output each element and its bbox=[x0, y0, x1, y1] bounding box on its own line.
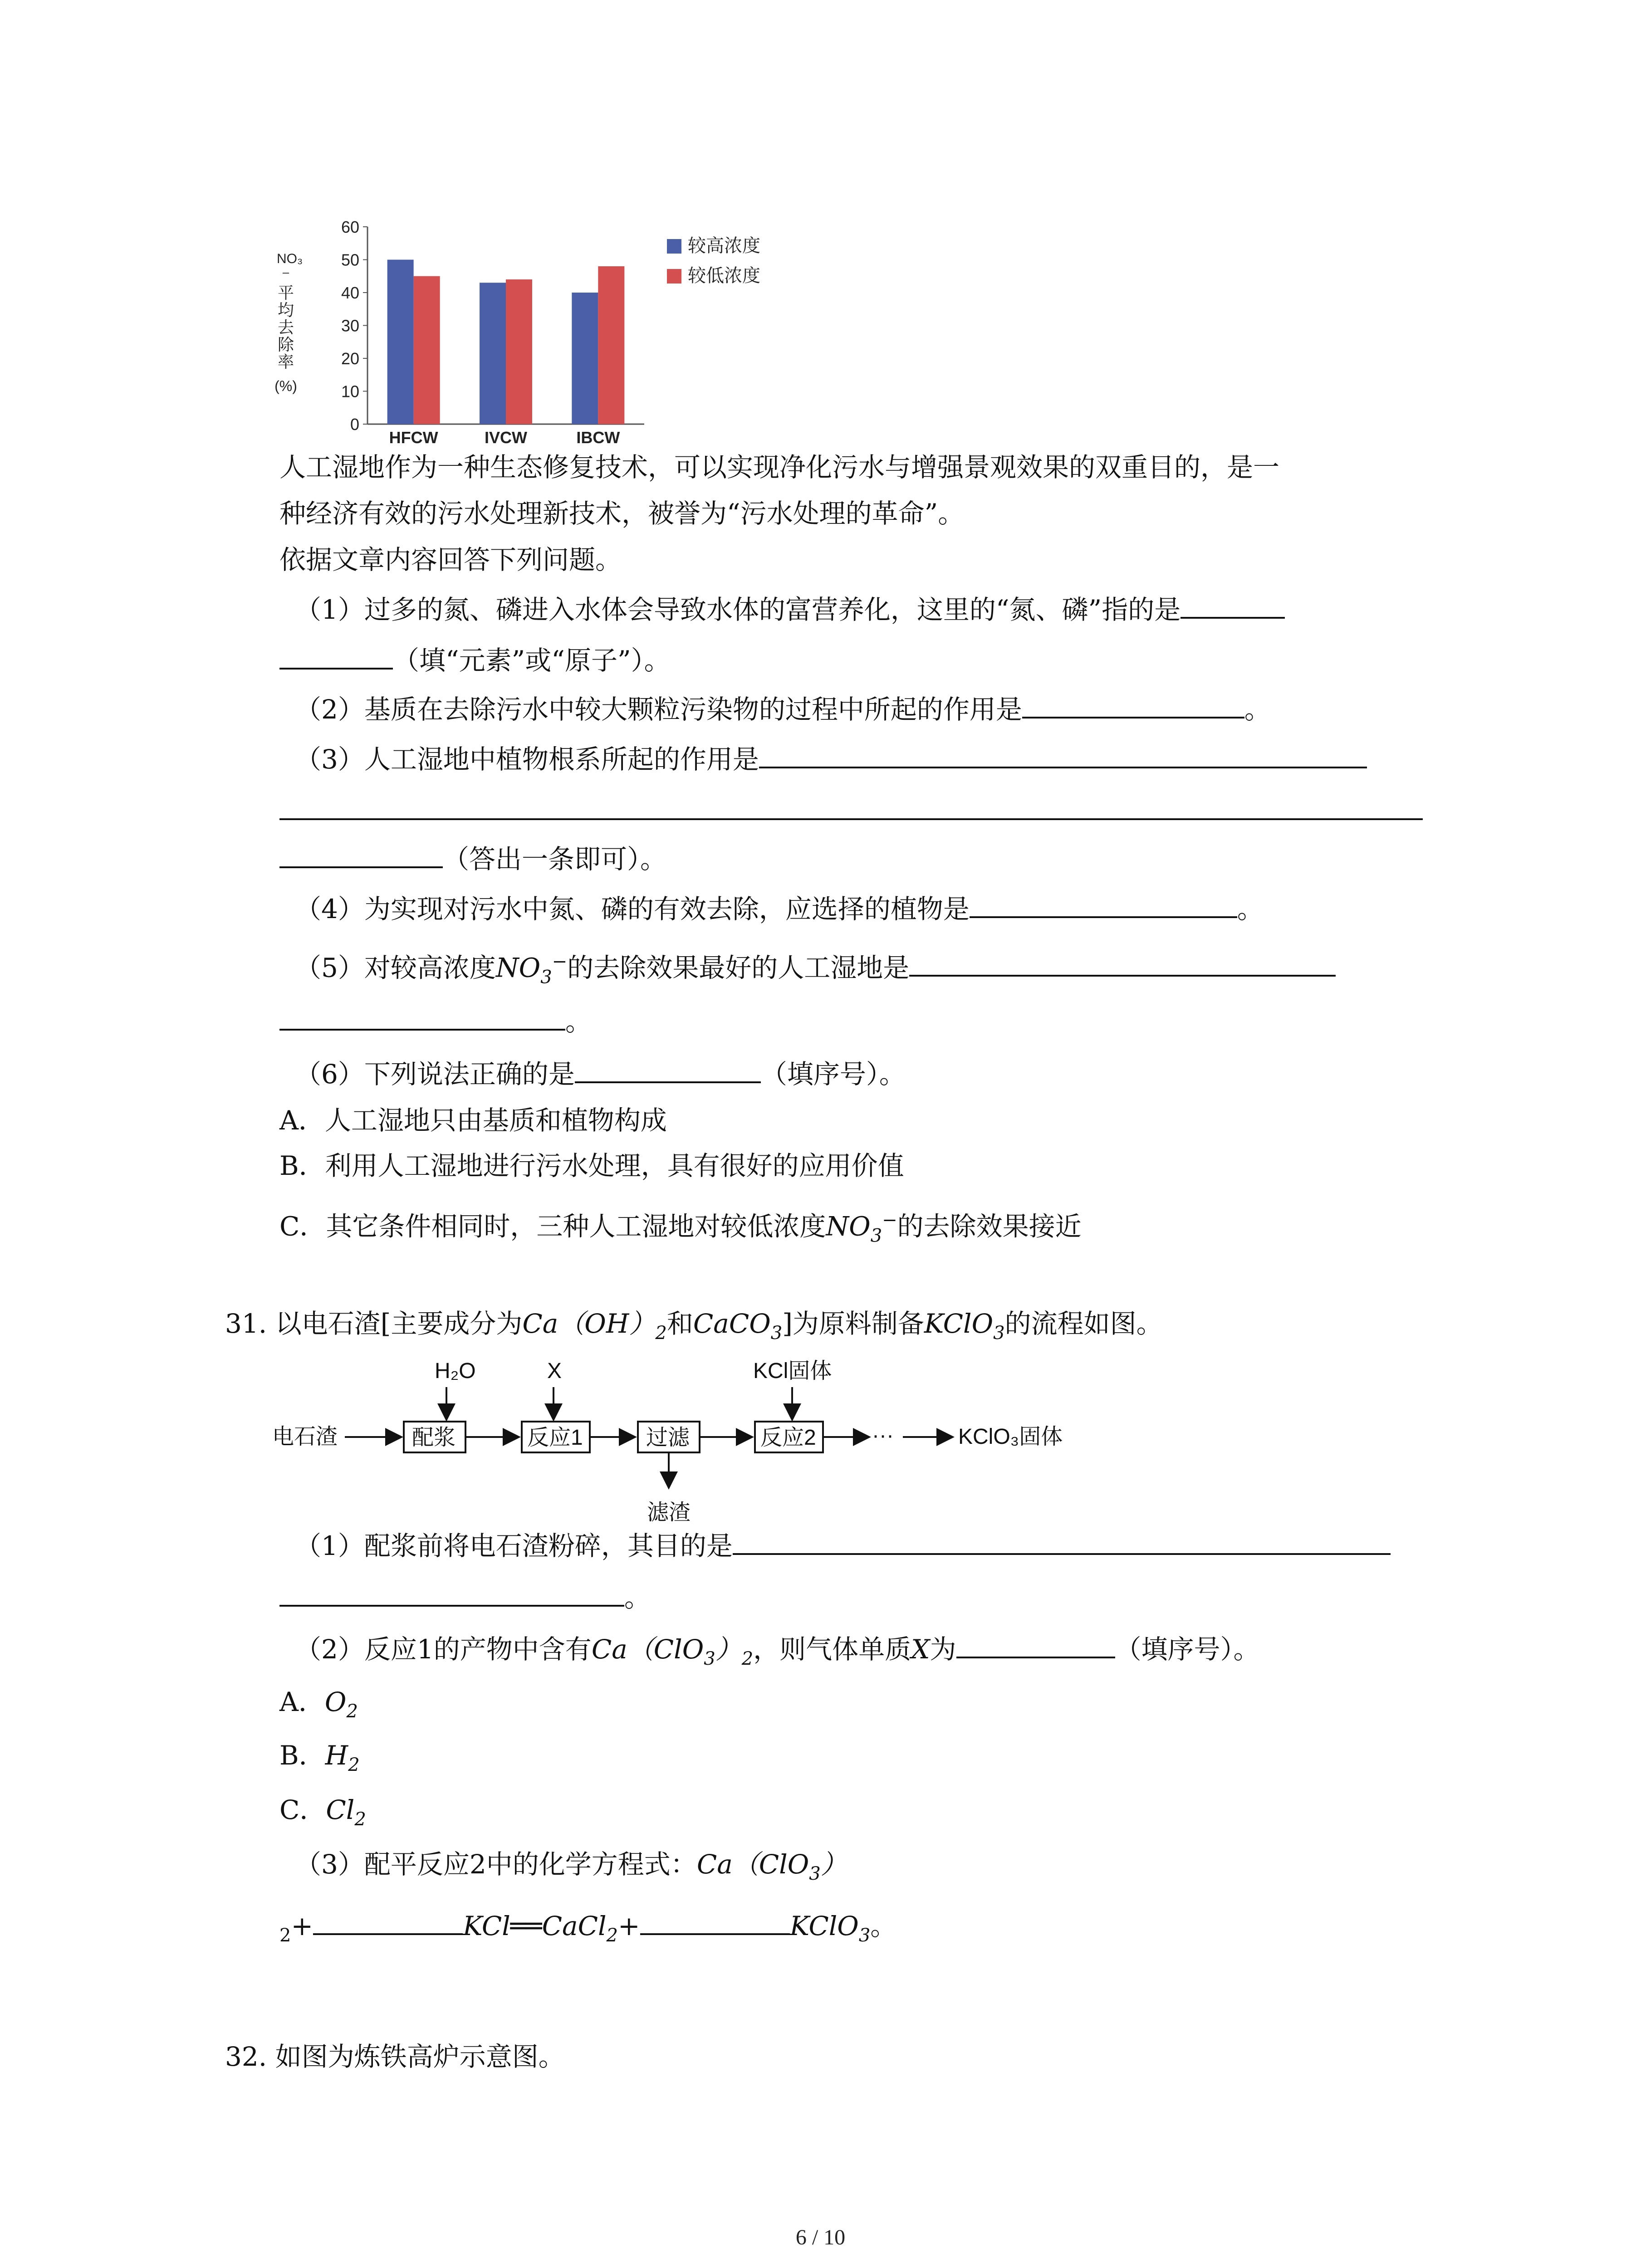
answer-blank-3c[interactable] bbox=[279, 838, 443, 868]
input-kcl: KCl固体 bbox=[753, 1359, 832, 1383]
x-tick-label: HFCW bbox=[389, 428, 438, 447]
question-4-text: （4）为实现对污水中氮、磷的有效去除，应选择的植物是 bbox=[295, 894, 970, 924]
question-5-text2: 的去除效果最好的人工湿地是 bbox=[567, 952, 910, 983]
formula-caclo3: Ca（ClO bbox=[696, 1849, 809, 1880]
formula-paren: ） bbox=[715, 1634, 742, 1665]
paragraph-line-1: 人工湿地作为一种生态修复技术，可以实现净化污水与增强景观效果的双重目的，是一 bbox=[279, 452, 1280, 483]
question-4-end: 。 bbox=[1237, 894, 1264, 924]
paragraph-line-3: 依据文章内容回答下列问题。 bbox=[279, 544, 622, 575]
formula-kclo3: KClO bbox=[924, 1308, 994, 1339]
y-axis-label-formula: NO₃ bbox=[277, 251, 303, 266]
step-reaction-1: 反应1 bbox=[527, 1426, 583, 1450]
option-6c-text2: 的去除效果接近 bbox=[897, 1211, 1082, 1242]
formula-sup: − bbox=[552, 951, 568, 972]
formula-sub: 3 bbox=[770, 1323, 783, 1344]
byproduct-residue: 滤渣 bbox=[647, 1501, 691, 1525]
legend-label: 较高浓度 bbox=[688, 236, 760, 256]
formula-caco3: CaCO bbox=[693, 1308, 771, 1339]
option-label: A． bbox=[279, 1686, 325, 1717]
answer-blank-6[interactable] bbox=[575, 1053, 761, 1083]
answer-blank-31-2[interactable] bbox=[956, 1628, 1115, 1658]
question-number: 32. bbox=[225, 2041, 267, 2072]
coefficient-blank-kcl[interactable] bbox=[313, 1905, 463, 1935]
answer-blank-1a[interactable] bbox=[1181, 589, 1285, 619]
step-filter: 过滤 bbox=[646, 1426, 690, 1450]
equals-sign: ══ bbox=[510, 1911, 542, 1941]
question-1-hint: （填“元素”或“原子”）。 bbox=[393, 645, 671, 676]
input-x: X bbox=[547, 1359, 562, 1383]
sub-question-2-text2: ，则气体单质 bbox=[753, 1634, 911, 1665]
formula-sub: 3 bbox=[540, 967, 552, 988]
bar-ibcw-series-0 bbox=[572, 293, 598, 424]
y-tick-label: 40 bbox=[341, 284, 359, 302]
sub-question-1-cont bbox=[279, 1577, 651, 1616]
step-reaction-2: 反应2 bbox=[760, 1426, 816, 1450]
equation-end: 。 bbox=[870, 1911, 897, 1941]
sub-question-3-text: （3）配平反应2中的化学方程式： bbox=[295, 1849, 697, 1880]
sub-question-2-hint: （填序号）。 bbox=[1115, 1634, 1260, 1665]
answer-blank-4[interactable] bbox=[970, 888, 1237, 918]
y-axis-label-char: 去 bbox=[277, 318, 294, 337]
bar-ibcw-series-1 bbox=[598, 266, 624, 424]
option-b bbox=[279, 1737, 360, 1783]
answer-blank-31-1a[interactable] bbox=[733, 1525, 1391, 1555]
flow-product: KClO₃固体 bbox=[958, 1425, 1063, 1449]
y-tick-label: 60 bbox=[341, 218, 359, 236]
formula-sub: 2 bbox=[606, 1925, 618, 1946]
formula-sub: 2 bbox=[354, 1809, 366, 1830]
question-4 bbox=[295, 888, 1264, 927]
answer-blank-5b[interactable] bbox=[279, 1001, 565, 1031]
sub-question-1 bbox=[295, 1525, 1391, 1564]
question-31-text3: 的流程如图。 bbox=[1004, 1308, 1163, 1339]
question-3-text: （3）人工湿地中植物根系所起的作用是 bbox=[295, 744, 759, 775]
formula-cacl2: CaCl bbox=[542, 1911, 607, 1941]
formula-sub: 3 bbox=[809, 1863, 821, 1884]
answer-blank-3a[interactable] bbox=[759, 738, 1367, 768]
process-flow-diagram bbox=[272, 1352, 1225, 1547]
formula-caoh2: Ca（OH） bbox=[522, 1308, 656, 1339]
y-axis-label-unit: (%) bbox=[274, 378, 297, 394]
formula-kclo3: KClO bbox=[789, 1911, 859, 1941]
formula-o2: O bbox=[324, 1686, 347, 1717]
plus-sign: + bbox=[617, 1911, 640, 1941]
formula-no3: NO bbox=[495, 952, 541, 983]
question-5 bbox=[295, 943, 1336, 995]
question-31-and: 和 bbox=[666, 1308, 693, 1339]
option-label: B． bbox=[279, 1740, 325, 1771]
sub-question-3 bbox=[295, 1846, 847, 1892]
formula-h2: H bbox=[325, 1740, 348, 1771]
question-5-end: 。 bbox=[565, 1006, 592, 1037]
page-number: 6 / 10 bbox=[795, 2225, 846, 2249]
bar-ivcw-series-0 bbox=[480, 283, 506, 424]
answer-blank-2[interactable] bbox=[1022, 689, 1244, 719]
question-5-cont bbox=[279, 1001, 592, 1040]
plus-sign: + bbox=[291, 1911, 314, 1941]
formula-paren: ） bbox=[820, 1849, 847, 1880]
formula-sub: 2 bbox=[348, 1755, 360, 1775]
x-tick-label: IVCW bbox=[485, 428, 527, 447]
question-1-cont bbox=[279, 640, 671, 679]
question-2-end: 。 bbox=[1244, 694, 1271, 725]
question-5-text: （5）对较高浓度 bbox=[295, 952, 496, 983]
answer-blank-1b[interactable] bbox=[279, 640, 393, 670]
input-h2o: H₂O bbox=[435, 1359, 476, 1383]
formula-cl2: Cl bbox=[326, 1794, 355, 1825]
answer-blank-31-1b[interactable] bbox=[279, 1577, 624, 1607]
formula-sub: 2 bbox=[346, 1701, 358, 1722]
question-31-text: 以电石渣[主要成分为 bbox=[275, 1308, 523, 1339]
option-6b: B．利用人工湿地进行污水处理，具有很好的应用价值 bbox=[279, 1150, 904, 1181]
flow-ellipsis: ··· bbox=[872, 1423, 894, 1447]
coefficient-blank-kclo3[interactable] bbox=[640, 1905, 790, 1935]
bar-chart bbox=[268, 218, 839, 454]
x-tick-label: IBCW bbox=[576, 428, 620, 447]
sub-question-1-end: 。 bbox=[624, 1582, 651, 1613]
y-axis-label-char: 率 bbox=[277, 352, 294, 371]
question-6 bbox=[295, 1053, 906, 1092]
formula-sub: 2 bbox=[279, 1925, 291, 1946]
sub-question-1-text: （1）配浆前将电石渣粉碎，其目的是 bbox=[295, 1530, 733, 1561]
sub-question-2 bbox=[295, 1628, 1260, 1677]
formula-caclo3: Ca（ClO bbox=[591, 1634, 704, 1665]
y-axis-label-char: 平 bbox=[277, 284, 294, 302]
bar-hfcw-series-1 bbox=[414, 276, 440, 424]
y-tick-label: 20 bbox=[341, 349, 359, 368]
question-1 bbox=[295, 589, 1285, 628]
answer-blank-3b[interactable] bbox=[279, 790, 1423, 820]
formula-sub: 2 bbox=[741, 1648, 754, 1669]
bar-ivcw-series-1 bbox=[506, 279, 532, 424]
legend-label: 较低浓度 bbox=[688, 266, 760, 286]
question-3 bbox=[295, 738, 1367, 777]
option-c bbox=[279, 1792, 366, 1838]
question-3-line3 bbox=[279, 838, 666, 877]
formula-kcl: KCl bbox=[463, 1911, 510, 1941]
question-2-text: （2）基质在去除污水中较大颗粒污染物的过程中所起的作用是 bbox=[295, 694, 1022, 725]
bar-hfcw-series-0 bbox=[387, 260, 414, 425]
answer-blank-5a[interactable] bbox=[909, 947, 1336, 977]
question-3-line2 bbox=[279, 790, 1423, 829]
equation-line bbox=[279, 1905, 896, 1954]
y-tick-label: 10 bbox=[341, 382, 359, 401]
sub-question-2-text3: 为 bbox=[930, 1634, 956, 1665]
formula-sub: 3 bbox=[858, 1925, 871, 1946]
y-axis-label-char: 均 bbox=[277, 301, 294, 319]
y-tick-label: 0 bbox=[350, 415, 359, 434]
question-number: 31. bbox=[225, 1308, 267, 1339]
question-32-text: 如图为炼铁高炉示意图。 bbox=[275, 2041, 565, 2072]
sub-question-2-text: （2）反应1的产物中含有 bbox=[295, 1634, 592, 1665]
legend-swatch bbox=[667, 239, 681, 254]
y-axis-label-char: 除 bbox=[277, 335, 294, 354]
question-3-hint: （答出一条即可）。 bbox=[443, 844, 667, 875]
question-6-hint: （填序号）。 bbox=[760, 1059, 906, 1090]
question-31 bbox=[225, 1305, 1163, 1351]
question-32 bbox=[225, 2038, 565, 2075]
option-a bbox=[279, 1684, 358, 1730]
formula-sub: 3 bbox=[870, 1225, 882, 1246]
formula-sup: − bbox=[882, 1210, 897, 1231]
y-tick-label: 30 bbox=[341, 316, 359, 335]
question-31-text2: ]为原料制备 bbox=[782, 1308, 924, 1339]
step-slurry: 配浆 bbox=[412, 1426, 456, 1450]
formula-no3: NO bbox=[826, 1211, 871, 1242]
paragraph-line-2: 种经济有效的污水处理新技术，被誉为“污水处理的革命”。 bbox=[279, 498, 965, 529]
y-axis-label-char: ⁻ bbox=[281, 266, 290, 285]
formula-sub: 2 bbox=[655, 1323, 667, 1344]
question-2 bbox=[295, 689, 1271, 728]
option-6c-text: C．其它条件相同时，三种人工湿地对较低浓度 bbox=[279, 1211, 826, 1242]
y-tick-label: 50 bbox=[341, 250, 359, 269]
formula-sub: 3 bbox=[704, 1648, 715, 1669]
legend-swatch bbox=[667, 269, 681, 284]
option-6a: A．人工湿地只由基质和植物构成 bbox=[279, 1105, 667, 1136]
option-6c bbox=[279, 1202, 1082, 1254]
flow-start: 电石渣 bbox=[272, 1425, 338, 1449]
question-1-text: （1）过多的氮、磷进入水体会导致水体的富营养化，这里的“氮、磷”指的是 bbox=[295, 594, 1181, 625]
variable-x: X bbox=[911, 1634, 930, 1665]
formula-sub: 3 bbox=[993, 1323, 1005, 1344]
option-label: C． bbox=[279, 1794, 326, 1825]
question-6-text: （6）下列说法正确的是 bbox=[295, 1059, 575, 1090]
